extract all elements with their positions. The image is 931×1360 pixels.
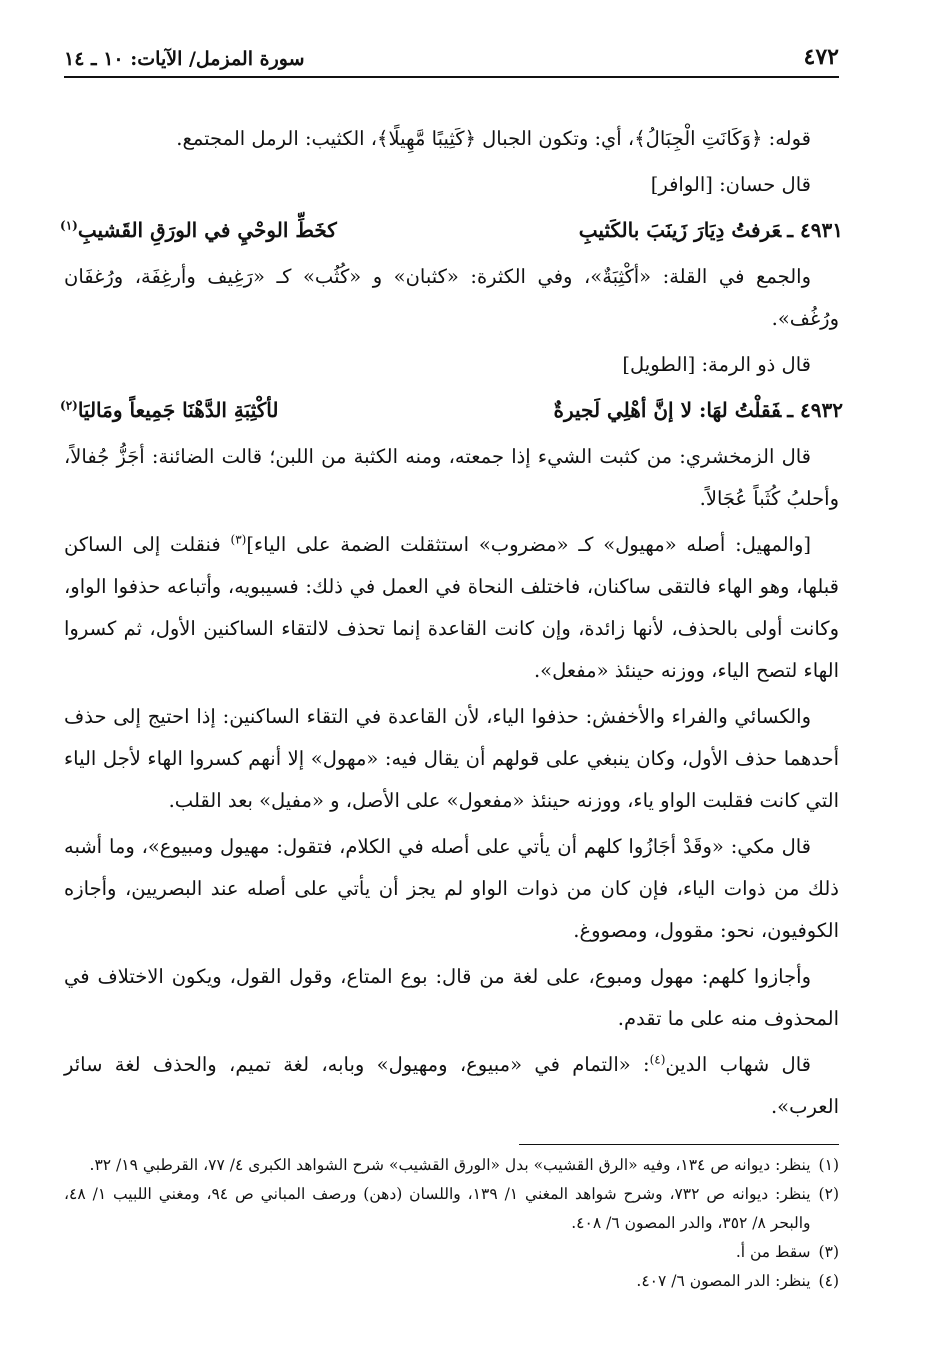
paragraph-text: : «التمام في «مبيوع، ومهيول» وبابه، لغة تميم، والحذف لغة سائر العرب».	[64, 1053, 839, 1118]
verse-hemistich-second	[60, 210, 337, 250]
paragraph	[64, 524, 839, 692]
footnote-text: سقط من أ.	[735, 1243, 811, 1261]
verse-hemistich-first	[554, 390, 844, 430]
footnote-text: ينظر: الدر المصون ٦/ ٤٠٧.	[636, 1272, 811, 1290]
footnote-marker[interactable]: (٢)	[60, 398, 78, 413]
footnote-number: (٢)	[818, 1185, 839, 1203]
paragraph: قال الزمخشري: من كثبت الشيء إذا جمعته، ومنه الكثبة من اللبن؛ قالت الضائنة: أجَزُّ جُفالاً، وأحلبُ كُثَباً عُجَالاً.	[64, 445, 839, 510]
running-title: سورة المزمل/ الآيات: ١٠ ـ ١٤	[64, 48, 305, 70]
paragraph: وأجازوا كلهم: مهول ومبوع، على لغة من قال: بوع المتاع، وقول القول، ويكون الاختلاف في المحذوف منه على ما تقدم.	[64, 965, 839, 1030]
footnote	[64, 1238, 839, 1267]
hemistich-text: لأكْثِبَةِ الدَّهْنَا جَمِيعاً ومَاليَا	[77, 398, 279, 422]
verse-intro	[64, 164, 839, 206]
verse-hemistich-second	[60, 390, 278, 430]
paragraph: قال مكي: «وقَدْ أجَازُوا كلهم أن يأتي على أصله في الكلام، فتقول: مهيول ومبيوع»، وما أشبه ذلك من ذوات الياء، فإن كان من ذوات الواو لم يجز أن يأتي على أصله عند البصريين، وأجازه الكوفيون، نحو: مقوول، ومصووغ.	[64, 835, 839, 942]
paragraph-text: قال شهاب الدين	[665, 1053, 811, 1076]
paragraph: والجمع في القلة: «أكْثِبَةٌ»، وفي الكثرة: «كثبان» و «كُثُب» كـ «رَغِيف وأرغِفَة، ورُغفَان ورُغُف».	[64, 265, 839, 330]
poet-attribution: قال حسان:	[719, 173, 811, 196]
footnote-marker[interactable]: (١)	[60, 218, 78, 233]
footnote-number: (٤)	[818, 1272, 839, 1290]
meter-label: [الطويل]	[622, 353, 696, 376]
poetry-verse	[60, 210, 843, 250]
paragraph: والكسائي والفراء والأخفش: حذفوا الياء، لأن القاعدة في التقاء الساكنين: إذا احتيج إلى حذف أحدهما حذف الأول، وكان ينبغي على قولهم أن يقال فيه: «مهول» إلا أنهم كسروا الهاء لأجل الياء التي كانت فقلبت الواو ياء، ووزنه حينئذ «مفعول» على الأصل، و «مفيل» بعد القلب.	[64, 705, 839, 812]
footnote-number: (١)	[818, 1156, 839, 1174]
footnote-text: ينظر: ديوانه ص ١٣٤، وفيه «الرق القشيب» بدل «الورق القشيب» شرح الشواهد الكبرى ٤/ ٧٧، القرطبي ١٩/ ٣٢.	[89, 1156, 811, 1174]
verse-hemistich-first	[579, 210, 843, 250]
paragraph	[64, 1044, 839, 1128]
verse-number: ٤٩٣١ ـ	[787, 218, 843, 242]
footnote-marker[interactable]: (٤)	[649, 1052, 666, 1067]
verse-intro	[64, 344, 839, 386]
paragraph-text: فنقلت إلى الساكن قبلها، وهو الهاء فالتقى ساكنان، فاختلف النحاة في العمل في ذلك: فسيبويه، وأتباعه حذفوا الواو، وكانت أولى بالحذف، لأنها زائدة، وإن كانت القاعدة إنما تحذف لالتقاء الساكنين الأول، ثم كسروا الهاء لتصح الياء، ووزنه حينئذ «مفعل».	[64, 533, 839, 682]
main-text	[60, 118, 843, 1128]
footnotes	[64, 1151, 839, 1296]
footnote-number: (٣)	[818, 1243, 839, 1261]
page-header	[64, 40, 839, 78]
hemistich-text: فَقلْتُ لهَا: لا إنَّ أهْلِي لَجيرةٌ	[553, 398, 782, 422]
footnote	[64, 1151, 839, 1180]
footnote-text: ينظر: ديوانه ص ٧٣٢، وشرح شواهد المغني ١/ ١٣٩، واللسان (دهن) ورصف المباني ص ٩٤، ومغني اللبيب ١/ ٤٨، والبحر ٨/ ٣٥٢، والدر المصون ٦/ ٤٠٨.	[64, 1185, 811, 1232]
footnote	[64, 1267, 839, 1296]
page-number: ٤٧٢	[803, 44, 839, 70]
paragraph-text: [والمهيل: أصله «مهيول» كـ «مضروب» استثقلت الضمة على الياء]	[246, 533, 811, 556]
paragraph: قوله: ﴿وَكَانَتِ الْجِبَالُ﴾، أي: وتكون الجبال ﴿كَثِيبًا مَّهِيلًا﴾، الكثيب: الرمل المجتمع.	[176, 127, 811, 150]
footnote-marker[interactable]: (٣)	[230, 532, 247, 547]
hemistich-text: كخَطِّ الوحْيِ في الورَقِ القَشيبِ	[77, 218, 337, 242]
hemistich-text: عَرفتُ دِيَارَ زَينَبَ بالكَثيبِ	[578, 218, 782, 242]
poet-attribution: قال ذو الرمة:	[701, 353, 811, 376]
meter-label: [الوافر]	[650, 173, 713, 196]
poetry-verse	[60, 390, 843, 430]
book-page	[60, 40, 843, 1296]
footnote-divider	[519, 1144, 839, 1145]
footnote	[64, 1180, 839, 1238]
verse-number: ٤٩٣٢ ـ	[787, 398, 843, 422]
